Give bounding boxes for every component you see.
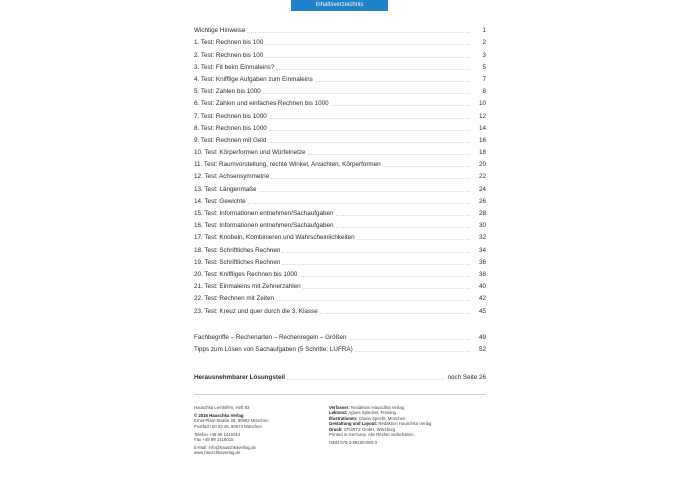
imprint-credits <box>329 405 489 445</box>
dot-leader <box>320 313 470 314</box>
dot-leader <box>276 300 470 301</box>
imprint-address: Ernst-Platz-Straße 28, 80992 München <box>194 418 269 424</box>
dot-leader <box>355 351 470 352</box>
toc-entry-title: 6. Test: Zahlen und einfaches Rechnen bis 1000 <box>194 100 329 108</box>
toc-entry-title: 9. Test: Rechnen mit Geld <box>194 136 267 144</box>
toc-entry[interactable] <box>194 194 486 206</box>
toc-entry-page: 5 <box>470 64 486 72</box>
toc-entry[interactable] <box>194 145 486 157</box>
imprint-website[interactable]: www.hauschkaverlag.de <box>194 450 241 456</box>
toc-entry[interactable] <box>194 218 486 230</box>
toc-entry-title: 2. Test: Rechnen bis 100 <box>194 51 264 59</box>
toc-entry-title: 16. Test: Informationen entnehmen/Sachaufgaben <box>194 222 334 230</box>
dot-leader <box>265 44 470 45</box>
dot-leader <box>331 105 470 106</box>
toc-entry-page: 24 <box>470 186 486 194</box>
toc-entry[interactable] <box>194 255 486 267</box>
toc-entry[interactable] <box>194 230 486 242</box>
dot-leader <box>308 154 470 155</box>
dot-leader <box>276 69 470 70</box>
table-of-contents <box>194 23 486 382</box>
toc-entry-page: 26 <box>470 198 486 206</box>
toc-entry-title: 14. Test: Gewichte <box>194 197 246 205</box>
toc-entry-title: Herausnehmbarer Lösungsteil <box>194 374 285 382</box>
toc-entry-title: 17. Test: Knobeln, Kombinieren und Wahrscheinlichkeiten <box>194 234 355 242</box>
dot-leader <box>303 288 470 289</box>
toc-entry-title: 11. Test: Raumvorstellung, rechte Winkel, Ansichten, Körperformen <box>194 161 381 169</box>
dot-leader <box>248 203 470 204</box>
imprint-phone: Telefon +49 89 1416013 <box>194 431 241 437</box>
credit-illustrations: Illustrationen: Gisela Specht, München <box>329 415 406 421</box>
dot-leader <box>315 81 470 82</box>
dot-leader <box>383 166 470 167</box>
imprint-publisher <box>194 405 324 456</box>
toc-appendix-entry[interactable] <box>194 330 486 342</box>
toc-entry-title: 21. Test: Einmaleins mit Zehnerzahlen <box>194 283 301 291</box>
toc-entry-page: 22 <box>470 173 486 181</box>
spacer <box>194 354 486 370</box>
toc-entry[interactable] <box>194 181 486 193</box>
credit-design: Gestaltung und Layout: Redaktion Hauschka Verlag <box>329 421 432 427</box>
toc-entry-page: 12 <box>470 113 486 121</box>
toc-entry-title: 12. Test: Achsensymmetrie <box>194 173 270 181</box>
dot-leader <box>265 57 470 58</box>
toc-entry[interactable] <box>194 303 486 315</box>
dot-leader <box>349 339 470 340</box>
toc-entry[interactable] <box>194 121 486 133</box>
toc-entry[interactable] <box>194 35 486 47</box>
toc-entry-page: 32 <box>470 234 486 242</box>
dot-leader <box>299 276 470 277</box>
toc-solutions-entry[interactable] <box>194 370 486 382</box>
toc-entry-title: 7. Test: Rechnen bis 1000 <box>194 112 267 120</box>
dot-leader <box>247 32 470 33</box>
toc-entry-title: Wichtige Hinweise <box>194 27 246 35</box>
toc-entry-page: 1 <box>470 27 486 35</box>
toc-entry[interactable] <box>194 291 486 303</box>
toc-entry[interactable] <box>194 108 486 120</box>
toc-entry-title: 23. Test: Kreuz und quer durch die 3. Klasse <box>194 307 318 315</box>
toc-entry-title: Tipps zum Lösen von Sachaufgaben (5 Schritte: LUFRA) <box>194 345 353 353</box>
toc-entry-page: 49 <box>470 334 486 342</box>
toc-entry[interactable] <box>194 96 486 108</box>
toc-entry[interactable] <box>194 169 486 181</box>
spacer <box>194 316 486 330</box>
toc-entry-page: 20 <box>470 161 486 169</box>
dot-leader <box>282 264 470 265</box>
toc-entry-page: 10 <box>470 100 486 108</box>
toc-entry-title: 1. Test: Rechnen bis 100 <box>194 39 264 47</box>
toc-entry-title: 18. Test: Schriftliches Rechnen <box>194 246 281 254</box>
credit-author: Verfasser: Redaktion Hauschka Verlag <box>329 405 405 410</box>
imprint-isbn: ISBN 978-3-88100-083-3 <box>329 439 378 445</box>
dot-leader <box>282 252 470 253</box>
footer-divider <box>194 394 486 395</box>
dot-leader <box>268 142 470 143</box>
toc-entry-page: 38 <box>470 271 486 279</box>
section-header-tab: Inhaltsverzeichnis <box>291 0 388 11</box>
toc-entry-page: 52 <box>470 346 486 354</box>
toc-entry-title: 3. Test: Fit beim Einmaleins? <box>194 63 275 71</box>
toc-entry-page: 2 <box>470 39 486 47</box>
dot-leader <box>287 379 445 380</box>
credit-editor: Lektorat: Agnes Spiecker, Freising <box>329 410 396 416</box>
toc-appendix-entry[interactable] <box>194 342 486 354</box>
dot-leader <box>336 227 470 228</box>
toc-entry-page: 16 <box>470 137 486 145</box>
toc-entry-page: noch Seite 26 <box>444 374 486 382</box>
toc-entry[interactable] <box>194 47 486 59</box>
toc-entry[interactable] <box>194 84 486 96</box>
toc-entry[interactable] <box>194 60 486 72</box>
imprint-copyright: © 2016 Hauschka Verlag <box>194 412 244 418</box>
toc-entry-title: 13. Test: Längenmaße <box>194 185 257 193</box>
toc-entry[interactable] <box>194 267 486 279</box>
toc-entry-page: 36 <box>470 259 486 267</box>
toc-entry[interactable] <box>194 242 486 254</box>
imprint-email[interactable]: E-Mail: info@hauschkaverlag.de <box>194 444 256 450</box>
toc-entry-title: 22. Test: Rechnen mit Zeiten <box>194 295 275 303</box>
toc-entry-title: 20. Test: Kniffliges Rechnen bis 1000 <box>194 270 298 278</box>
toc-entry-page: 34 <box>470 247 486 255</box>
toc-entry-page: 40 <box>470 283 486 291</box>
toc-entry-title: 19. Test: Schriftliches Rechnen <box>194 258 281 266</box>
toc-entry-title: 15. Test: Informationen entnehmen/Sachaufgaben <box>194 210 334 217</box>
toc-entry[interactable] <box>194 157 486 169</box>
imprint-fax: Fax +49 89 1416015 <box>194 437 234 443</box>
imprint-series: Hauschka Lernhilfen, Heft 83 <box>194 405 250 410</box>
credit-print: Druck: STÜRTZ GmbH, Würzburg <box>329 426 396 432</box>
dot-leader <box>263 93 470 94</box>
toc-entry-title: 8. Test: Rechnen bis 1000 <box>194 124 267 132</box>
dot-leader <box>259 191 470 192</box>
imprint-rights: Printed in Germany. Alle Rechte vorbehalten. <box>329 432 415 438</box>
toc-entry-page: 3 <box>470 52 486 60</box>
toc-entry-page: 7 <box>470 76 486 84</box>
toc-entry-title: 5. Test: Zahlen bis 1000 <box>194 88 261 96</box>
dot-leader <box>271 178 470 179</box>
toc-entry-page: 45 <box>470 308 486 316</box>
dot-leader <box>357 239 470 240</box>
toc-entry-page: 8 <box>470 88 486 96</box>
dot-leader <box>269 130 470 131</box>
toc-entry-page: 14 <box>470 125 486 133</box>
toc-entry[interactable] <box>194 72 486 84</box>
dot-leader <box>336 215 470 216</box>
toc-entry-title: 4. Test: Knifflige Aufgaben zum Einmaleins <box>194 75 313 83</box>
toc-entry-title: 10. Test: Körperformen und Würfelnetze <box>194 149 306 157</box>
toc-entry[interactable] <box>194 23 486 35</box>
toc-entry[interactable] <box>194 206 486 218</box>
toc-entry[interactable] <box>194 279 486 291</box>
toc-entry-page: 42 <box>470 295 486 303</box>
toc-entry-page: 18 <box>470 149 486 157</box>
toc-entry-title: Fachbegriffe – Rechenarten – Rechenregeln – Größen <box>194 333 347 341</box>
toc-entry-page: 28 <box>470 210 486 218</box>
imprint-postbox: Postfach 50 03 45, 80973 München <box>194 423 262 429</box>
dot-leader <box>269 118 470 119</box>
toc-entry-page: 30 <box>470 222 486 230</box>
toc-entry[interactable] <box>194 133 486 145</box>
